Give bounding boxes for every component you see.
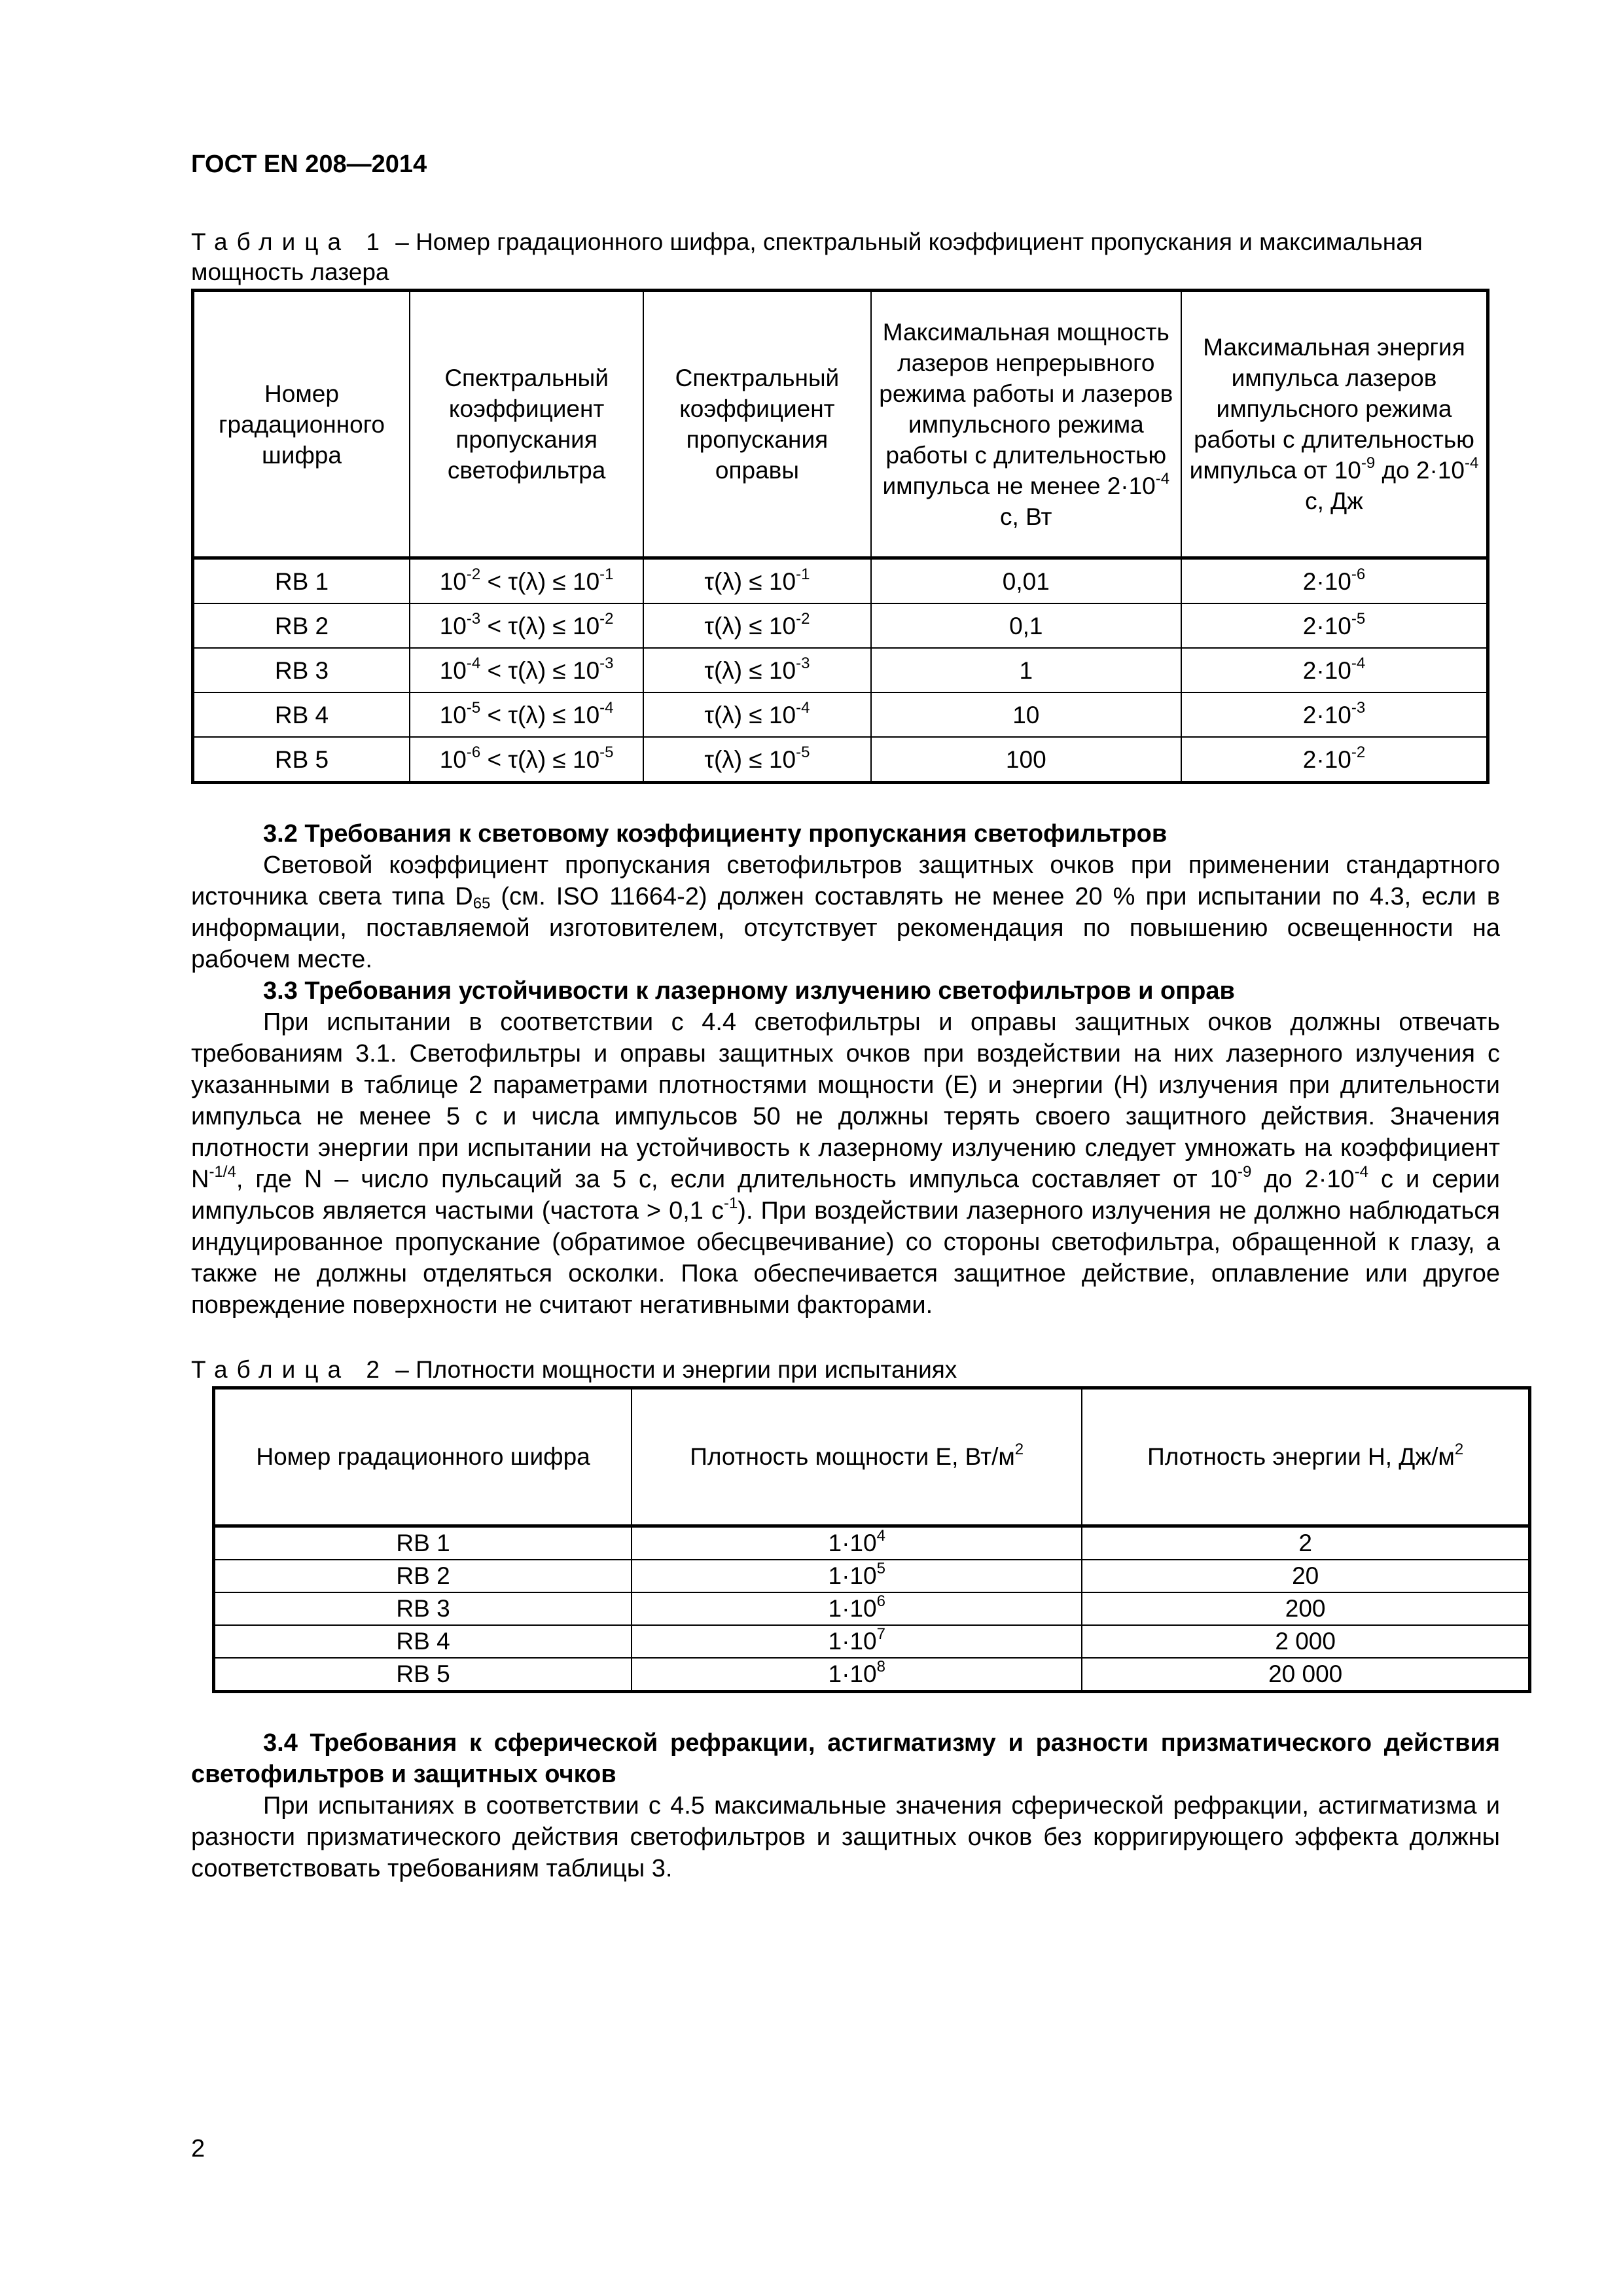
table1-header-max-power: Максимальная мощность лазеров непрерывного режима работы и лазеров импульсного режима работы с длительностью импульса не менее $2\cdot 10^{-4}$ с, Вт [871, 291, 1181, 558]
cell-max-energy: $2\cdot 10^{-3}$ [1181, 692, 1488, 737]
cell-power-density: $1\cdot 10^5$ [632, 1560, 1082, 1592]
cell-filter-transmittance: $10^{-3} < \tau(\lambda) \le 10^{-2}$ [410, 603, 643, 648]
cell-max-power: 10 [871, 692, 1181, 737]
table1-header-row [193, 291, 1488, 558]
cell-code: RB 5 [214, 1658, 632, 1692]
section-3-4-paragraph: При испытаниях в соответствии с 4.5 максимальные значения сферической рефракции, астигматизма и разности призматического действия светофильтров и защитных очков без корригирующего эффекта должны соответствовать требованиям таблицы 3. [191, 1792, 1500, 1882]
cell-power-density: $1\cdot 10^6$ [632, 1592, 1082, 1625]
table-row [193, 737, 1488, 783]
cell-max-energy: $2\cdot 10^{-2}$ [1181, 737, 1488, 783]
table1-header-code: Номер градационного шифра [193, 291, 410, 558]
table2-header-energy-density: Плотность энергии H, $Дж/м^2$ [1082, 1388, 1529, 1526]
table2-caption [191, 1355, 1500, 1385]
table-row [214, 1526, 1530, 1560]
table1-header-frame: Спектральный коэффициент пропускания оправы [643, 291, 870, 558]
cell-code: RB 4 [214, 1625, 632, 1658]
table1-header-filter: Спектральный коэффициент пропускания светофильтра [410, 291, 643, 558]
table-row [214, 1560, 1530, 1592]
cell-code: RB 2 [193, 603, 410, 648]
cell-power-density: $1\cdot 10^8$ [632, 1658, 1082, 1692]
cell-energy-density: 2 000 [1082, 1625, 1529, 1658]
cell-frame-transmittance: $\tau(\lambda) \le 10^{-2}$ [643, 603, 870, 648]
cell-code: RB 2 [214, 1560, 632, 1592]
cell-max-energy: $2\cdot 10^{-4}$ [1181, 648, 1488, 692]
section-3-2-paragraph: Световой коэффициент пропускания светофильтров защитных очков при применении стандартного источника света типа $D_{65}$ (см. ISO 11664-2) должен составлять не менее 20 % при испытании по 4.3, если в информации, поставляемой изготовителем, отсутствует рекомендация по повышению освещенности на рабочем месте. [191, 852, 1501, 973]
table2-header-row [214, 1388, 1530, 1526]
table-row [214, 1625, 1530, 1658]
cell-max-power: 0,1 [871, 603, 1181, 648]
table-row [193, 558, 1488, 604]
table1-caption-text: – Номер градационного шифра, спектральный коэффициент пропускания и максимальная мощность лазера [191, 228, 1423, 285]
table-row [193, 603, 1488, 648]
section-3-3-paragraph: При испытании в соответствии с 4.4 светофильтры и оправы защитных очков должны отвечать требованиям 3.1. Светофильтры и оправы защитных очков при воздействии на них лазерного излучения с указанными в таблице 2 параметрами плотностями мощности (E) и энергии (H) излучения при длительности импульса не менее 5 с и числа импульсов 50 не должны терять своего защитного действия. Значения плотности энергии при испытании на устойчивость к лазерному излучению следует умножать на коэффициент $N^{-1/4}$, где N – число пульсаций за 5 с, если длительность импульса составляет от $10^{-9}$ до $2\cdot 10^{-4}$ с и серии импульсов является частыми (частота > 0,1 $с^{-1}$). При воздействии лазерного излучения не должно наблюдаться индуцированное пропускание (обратимое обесцвечивание) со стороны светофильтра, обращенной к глазу, а также не должны отделяться осколки. Пока обеспечивается защитное действие, оплавление или другое повреждение поверхности не считают негативными факторами. [191, 1009, 1501, 1319]
document-code-header: ГОСТ EN 208—2014 [191, 151, 427, 178]
table1-caption [191, 227, 1500, 287]
cell-frame-transmittance: $\tau(\lambda) \le 10^{-5}$ [643, 737, 870, 783]
cell-code: RB 1 [193, 558, 410, 604]
section-3-4-title: 3.4 Требования к сферической рефракции, астигматизму и разности призматического действия светофильтров и защитных очков [191, 1729, 1500, 1788]
cell-code: RB 4 [193, 692, 410, 737]
cell-power-density: $1\cdot 10^4$ [632, 1526, 1082, 1560]
table-row [193, 692, 1488, 737]
cell-filter-transmittance: $10^{-4} < \tau(\lambda) \le 10^{-3}$ [410, 648, 643, 692]
cell-max-power: 100 [871, 737, 1181, 783]
page-number: 2 [191, 2135, 205, 2162]
document-page [191, 151, 1500, 1884]
table2 [212, 1386, 1531, 1693]
cell-code: RB 3 [214, 1592, 632, 1625]
cell-filter-transmittance: $10^{-2} < \tau(\lambda) \le 10^{-1}$ [410, 558, 643, 604]
table2-caption-label: Таблица 2 [191, 1356, 389, 1383]
section-3-3-title: 3.3 Требования устойчивости к лазерному излучению светофильтров и оправ [263, 977, 1235, 1005]
cell-frame-transmittance: $\tau(\lambda) \le 10^{-1}$ [643, 558, 870, 604]
table2-header-code: Номер градационного шифра [214, 1388, 632, 1526]
table2-caption-text: – Плотности мощности и энергии при испытаниях [388, 1356, 957, 1383]
table2-header-power-density: Плотность мощности E, $Вт/м^2$ [632, 1388, 1082, 1526]
cell-energy-density: 20 [1082, 1560, 1529, 1592]
table-row [214, 1658, 1530, 1692]
cell-power-density: $1\cdot 10^7$ [632, 1625, 1082, 1658]
cell-max-energy: $2\cdot 10^{-6}$ [1181, 558, 1488, 604]
cell-code: RB 3 [193, 648, 410, 692]
cell-code: RB 5 [193, 737, 410, 783]
table-row [193, 648, 1488, 692]
cell-max-power: 0,01 [871, 558, 1181, 604]
table-row [214, 1592, 1530, 1625]
table1-caption-label: Таблица 1 [191, 228, 389, 255]
cell-filter-transmittance: $10^{-5} < \tau(\lambda) \le 10^{-4}$ [410, 692, 643, 737]
cell-energy-density: 2 [1082, 1526, 1529, 1560]
cell-max-energy: $2\cdot 10^{-5}$ [1181, 603, 1488, 648]
cell-code: RB 1 [214, 1526, 632, 1560]
table1-header-max-energy: Максимальная энергия импульса лазеров импульсного режима работы с длительностью импульса от $10^{-9}$ до $2\cdot 10^{-4}$ с, Дж [1181, 291, 1488, 558]
cell-max-power: 1 [871, 648, 1181, 692]
cell-energy-density: 20 000 [1082, 1658, 1529, 1692]
cell-energy-density: 200 [1082, 1592, 1529, 1625]
table1 [191, 289, 1489, 784]
cell-frame-transmittance: $\tau(\lambda) \le 10^{-3}$ [643, 648, 870, 692]
cell-frame-transmittance: $\tau(\lambda) \le 10^{-4}$ [643, 692, 870, 737]
cell-filter-transmittance: $10^{-6} < \tau(\lambda) \le 10^{-5}$ [410, 737, 643, 783]
section-3-2-title: 3.2 Требования к световому коэффициенту пропускания светофильтров [263, 820, 1168, 848]
